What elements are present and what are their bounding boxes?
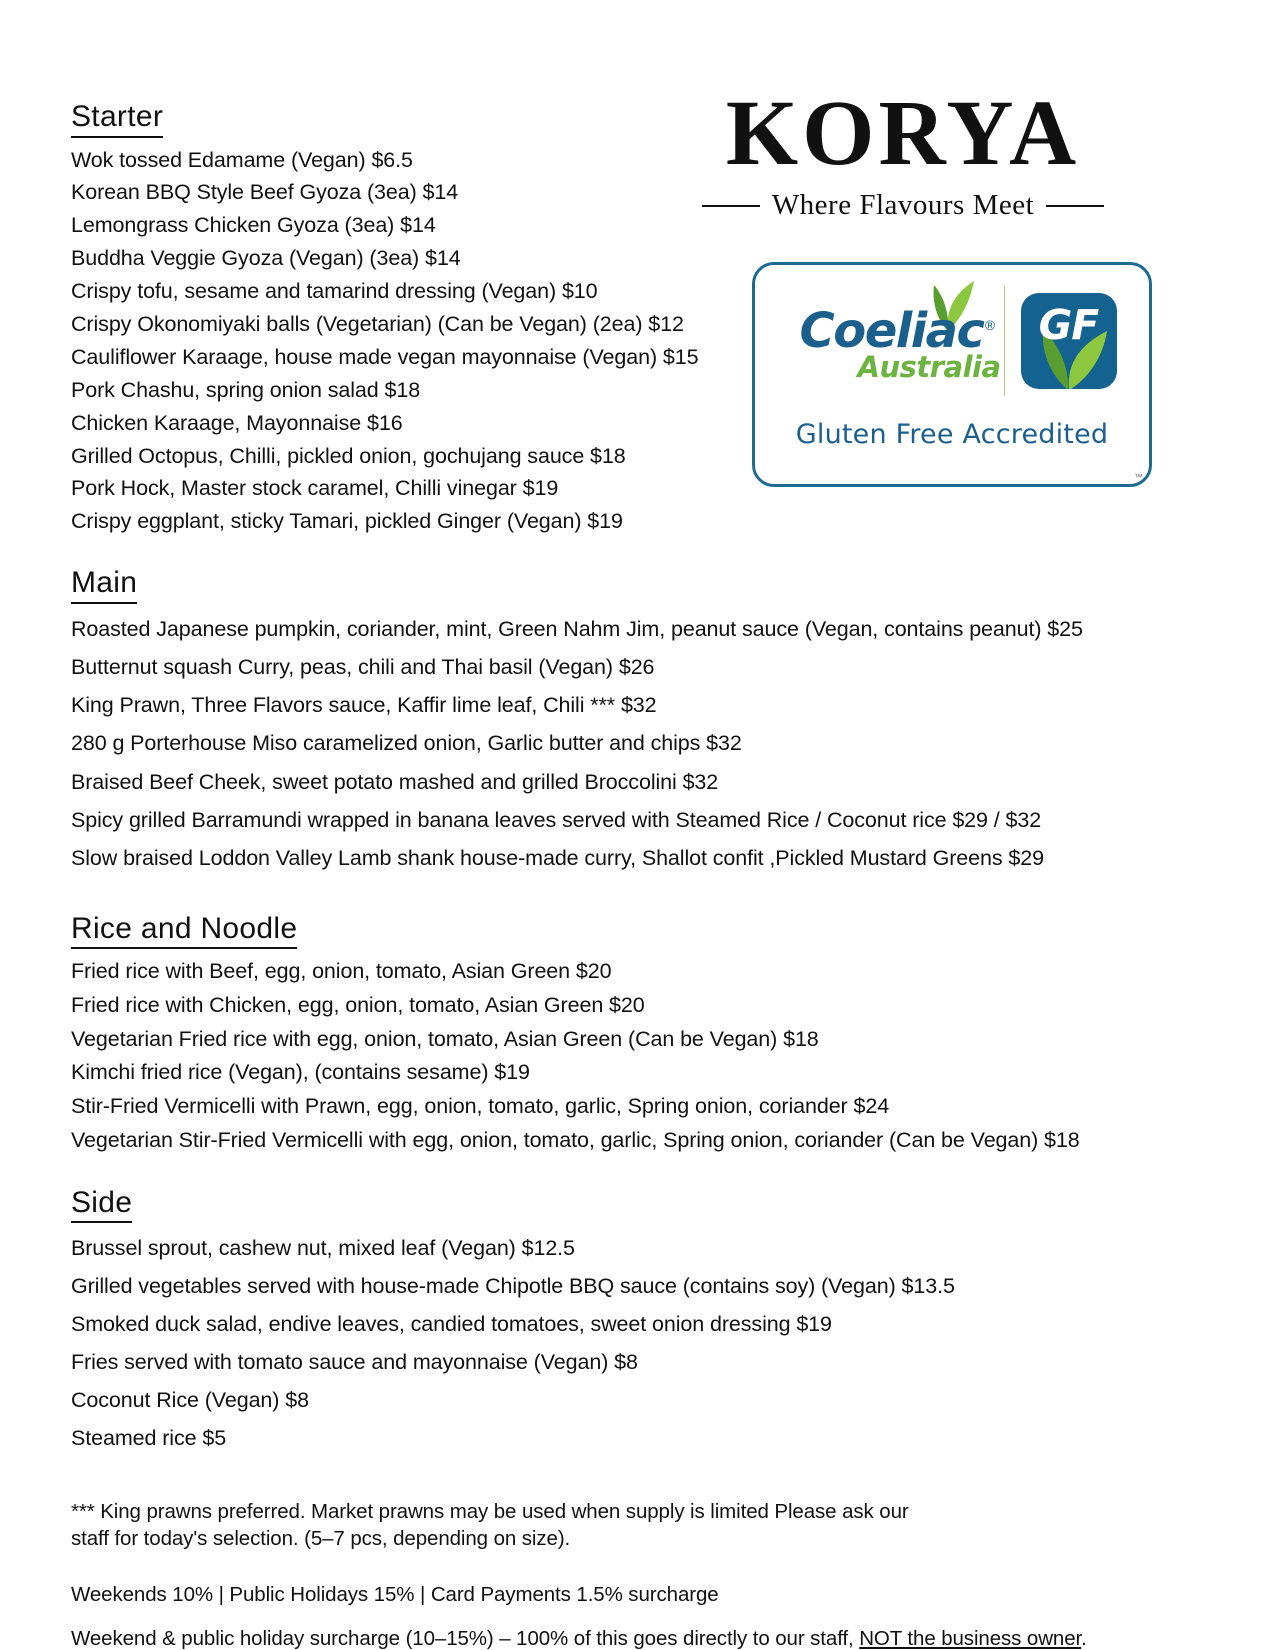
- section-title-starter: Starter: [71, 100, 163, 138]
- registered-trademark-mark: ®: [983, 319, 996, 334]
- menu-item: Stir-Fried Vermicelli with Prawn, egg, onion, tomato, garlic, Spring onion, coriander $24: [71, 1094, 890, 1119]
- menu-content: [71, 100, 1161, 1650]
- menu-item: Buddha Veggie Gyoza (Vegan) (3ea) $14: [71, 246, 461, 271]
- gf-tile-icon: [1021, 293, 1117, 389]
- menu-item: Crispy tofu, sesame and tamarind dressing (Vegan) $10: [71, 279, 598, 304]
- menu-item: Grilled Octopus, Chilli, pickled onion, gochujang sauce $18: [71, 443, 626, 468]
- menu-footnotes: [71, 1499, 1161, 1650]
- brand-tagline: Where Flavours Meet: [771, 189, 1035, 222]
- menu-item: Vegetarian Fried rice with egg, onion, tomato, Asian Green (Can be Vegan) $18: [71, 1026, 819, 1051]
- menu-item: Steamed rice $5: [71, 1426, 227, 1451]
- staff-note-suffix: .: [1081, 1627, 1087, 1650]
- menu-item: Pork Chashu, spring onion salad $18: [71, 377, 421, 402]
- menu-item: Grilled vegetables served with house-made Chipotle BBQ sauce (contains soy) (Vegan) $13.5: [71, 1274, 955, 1299]
- menu-item: Braised Beef Cheek, sweet potato mashed and grilled Broccolini $32: [71, 769, 719, 794]
- staff-note-emphasis: NOT the business owner: [859, 1627, 1082, 1650]
- staff-surcharge-note: [71, 1626, 1161, 1650]
- prawn-note-line-1: *** King prawns preferred. Market prawns may be used when supply is limited Please ask our: [71, 1500, 909, 1524]
- coeliac-wordmark: Coeliac®: [799, 303, 996, 359]
- australia-wordmark: Australia: [857, 350, 1001, 384]
- menu-item: Fried rice with Chicken, egg, onion, tomato, Asian Green $20: [71, 992, 645, 1017]
- menu-section-side: [71, 1186, 1161, 1458]
- menu-item: Crispy eggplant, sticky Tamari, pickled Ginger (Vegan) $19: [71, 509, 623, 534]
- menu-item: King Prawn, Three Flavors sauce, Kaffir lime leaf, Chili *** $32: [71, 693, 657, 718]
- menu-item: Smoked duck salad, endive leaves, candied tomatoes, sweet onion dressing $19: [71, 1312, 832, 1337]
- menu-item: Fries served with tomato sauce and mayonnaise (Vegan) $8: [71, 1350, 638, 1375]
- menu-item: Pork Hock, Master stock caramel, Chilli vinegar $19: [71, 476, 559, 501]
- menu-item: Wok tossed Edamame (Vegan) $6.5: [71, 147, 413, 172]
- menu-item: Fried rice with Beef, egg, onion, tomato, Asian Green $20: [71, 959, 612, 984]
- gf-letters: GF: [1038, 301, 1099, 349]
- section-title-side: Side: [71, 1186, 132, 1224]
- menu-item: Lemongrass Chicken Gyoza (3ea) $14: [71, 213, 436, 238]
- menu-item: Korean BBQ Style Beef Gyoza (3ea) $14: [71, 180, 459, 205]
- staff-note-prefix: Weekend & public holiday surcharge (10–15%) – 100% of this goes directly to our staff,: [71, 1627, 860, 1650]
- badge-caption: Gluten Free Accredited: [795, 419, 1109, 450]
- section-title-rice-and-noodle: Rice and Noodle: [71, 912, 297, 950]
- menu-item: Roasted Japanese pumpkin, coriander, mint, Green Nahm Jim, peanut sauce (Vegan, contains peanut) $25: [71, 616, 1083, 641]
- menu-item: Vegetarian Stir-Fried Vermicelli with egg, onion, tomato, garlic, Spring onion, coriander (Can be Vegan) $18: [71, 1127, 1080, 1152]
- menu-item: Kimchi fried rice (Vegan), (contains sesame) $19: [71, 1060, 530, 1085]
- menu-item: Coconut Rice (Vegan) $8: [71, 1388, 309, 1413]
- menu-item: Cauliflower Karaage, house made vegan mayonnaise (Vegan) $15: [71, 344, 699, 369]
- menu-item: Crispy Okonomiyaki balls (Vegetarian) (Can be Vegan) (2ea) $12: [71, 311, 684, 336]
- menu-item: Spicy grilled Barramundi wrapped in banana leaves served with Steamed Rice / Coconut rice $29 / $32: [71, 808, 1042, 833]
- menu-item: Butternut squash Curry, peas, chili and Thai basil (Vegan) $26: [71, 654, 655, 679]
- section-title-main: Main: [71, 566, 137, 604]
- menu-item: 280 g Porterhouse Miso caramelized onion, Garlic butter and chips $32: [71, 731, 742, 756]
- badge-trademark: ™: [1134, 472, 1143, 482]
- menu-section-rice-and-noodle: [71, 912, 1161, 1158]
- menu-section-main: [71, 566, 1161, 877]
- prawn-note-line-2: staff for today's selection. (5–7 pcs, depending on size).: [71, 1526, 571, 1550]
- menu-item: Slow braised Loddon Valley Lamb shank house-made curry, Shallot confit ,Pickled Mustard Greens $29: [71, 846, 1044, 871]
- brand-wordmark: KORYA: [725, 82, 1081, 185]
- menu-section-starter: [71, 100, 1161, 538]
- menu-item: Brussel sprout, cashew nut, mixed leaf (Vegan) $12.5: [71, 1236, 575, 1261]
- menu-item: Chicken Karaage, Mayonnaise $16: [71, 410, 403, 435]
- surcharge-note: Weekends 10% | Public Holidays 15% | Card Payments 1.5% surcharge: [71, 1582, 719, 1606]
